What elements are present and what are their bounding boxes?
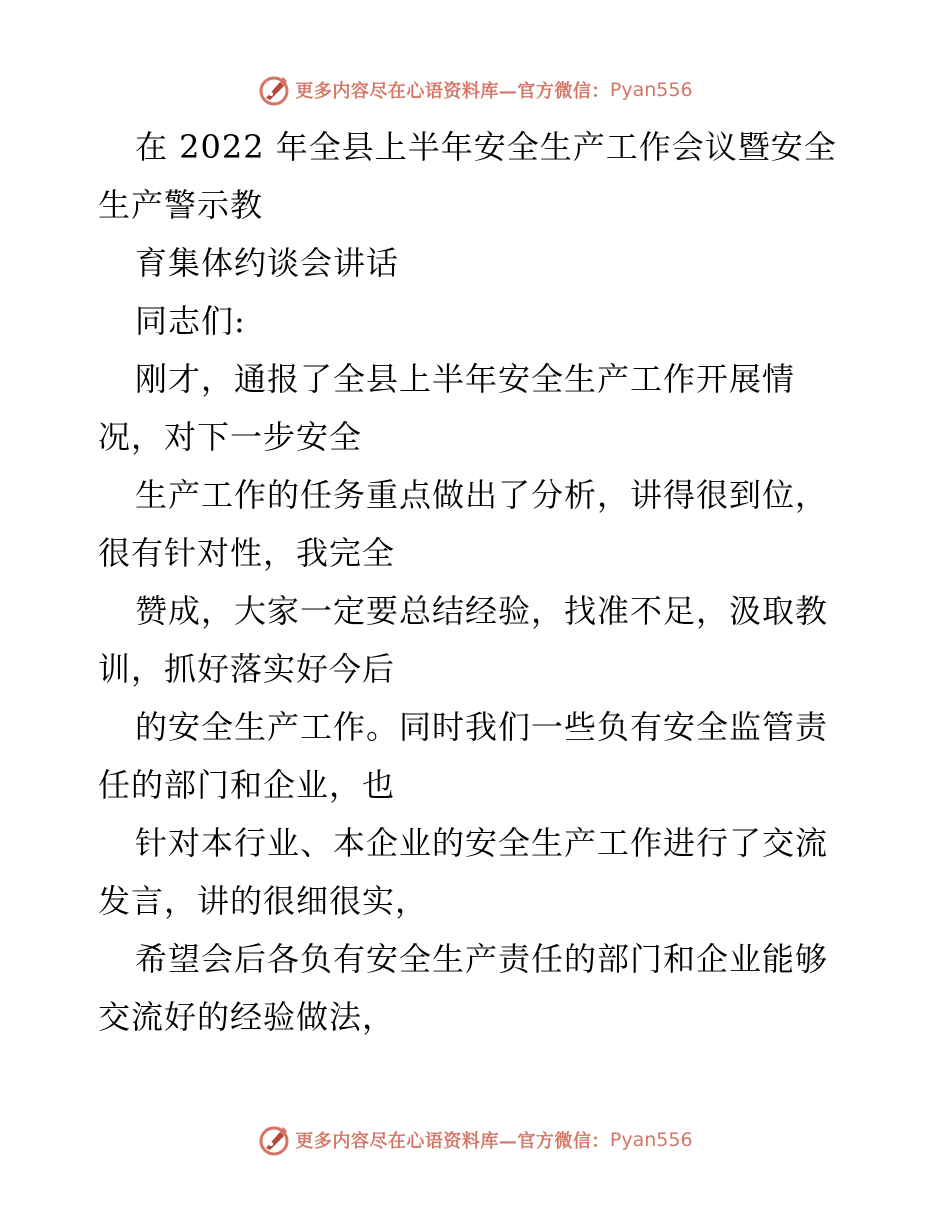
footer-banner bbox=[0, 1120, 950, 1160]
banner-text: 更多内容尽在心语资料库— bbox=[295, 1131, 518, 1152]
doc-line: 同志们: bbox=[135, 302, 246, 340]
doc-line: 况，对下一步安全 bbox=[98, 418, 363, 456]
doc-line: 在 2022 年全县上半年安全生产工作会议暨安全 bbox=[135, 128, 837, 166]
banner-wechat-label: 官方微信： bbox=[517, 81, 610, 102]
pen-nib-circle-icon bbox=[257, 73, 291, 107]
pen-nib-circle-icon bbox=[257, 1123, 291, 1157]
banner-wechat-id: Pyan556 bbox=[609, 1129, 693, 1151]
doc-line: 生产工作的任务重点做出了分析，讲得很到位， bbox=[135, 476, 829, 514]
doc-line: 希望会后各负有安全生产责任的部门和企业能够 bbox=[135, 940, 829, 978]
doc-line: 育集体约谈会讲话 bbox=[135, 244, 400, 282]
banner-wechat-id: Pyan556 bbox=[609, 79, 693, 101]
doc-line: 针对本行业、本企业的安全生产工作进行了交流 bbox=[135, 824, 829, 862]
doc-line: 任的部门和企业，也 bbox=[98, 766, 396, 804]
doc-line: 赞成，大家一定要总结经验，找准不足，汲取教 bbox=[135, 592, 829, 630]
document-body bbox=[98, 118, 858, 1046]
doc-line: 生产警示教 bbox=[98, 186, 264, 224]
doc-line: 刚才，通报了全县上半年安全生产工作开展情 bbox=[135, 360, 796, 398]
doc-line: 的安全生产工作。同时我们一些负有安全监管责 bbox=[135, 708, 829, 746]
doc-line: 交流好的经验做法， bbox=[98, 998, 396, 1036]
banner-text: 更多内容尽在心语资料库— bbox=[295, 81, 518, 102]
doc-line: 发言，讲的很细很实， bbox=[98, 882, 429, 920]
banner-wechat-label: 官方微信： bbox=[517, 1131, 610, 1152]
header-banner bbox=[0, 70, 950, 110]
doc-line: 很有针对性，我完全 bbox=[98, 534, 396, 572]
doc-line: 训，抓好落实好今后 bbox=[98, 650, 396, 688]
